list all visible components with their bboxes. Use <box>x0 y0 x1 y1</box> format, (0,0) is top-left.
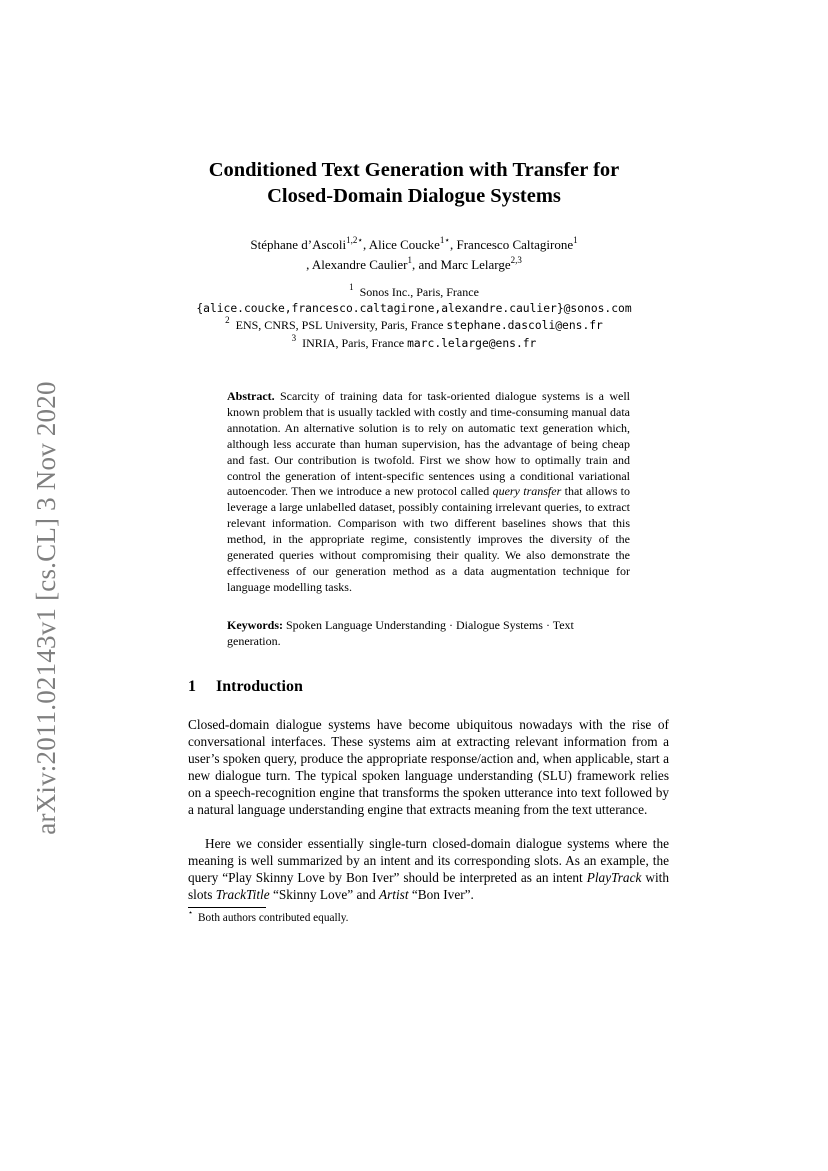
affiliation-1: $^1$ Sonos Inc., Paris, France <box>349 282 479 299</box>
author-affiliation-mark: 1 <box>407 254 413 265</box>
author-line-1 <box>0 235 828 255</box>
affiliation-2: $^2$ ENS, CNRS, PSL University, Paris, France stephane.dascoli@ens.fr <box>225 315 603 332</box>
slot-name: TrackTitle <box>215 887 270 902</box>
abstract-label: Abstract. <box>227 389 275 403</box>
intro-paragraph-2: Here we consider essentially single-turn closed-domain dialogue systems where the meaning is well summarized by an intent and its corresponding slots. As an example, the query “Play Skinny Love by Bon Iver” should be interpreted as an intent PlayTrack with slots TrackTitle “Skinny Love” and Artist “Bon Iver”. <box>188 836 670 902</box>
author-name: , and Marc Lelarge <box>412 257 511 272</box>
keywords-label: Keywords: <box>227 618 283 632</box>
affiliations <box>0 284 828 352</box>
keywords-text: Spoken Language Understanding · Dialogue Systems · Text generation. <box>227 618 574 648</box>
footnote-divider <box>188 907 266 908</box>
abstract <box>227 389 630 596</box>
affiliation-1-emails: {alice.coucke,francesco.caltagirone,alexandre.caulier}@sonos.com <box>196 301 632 315</box>
section-title: Introduction <box>216 678 303 695</box>
abstract-emphasis: query transfer <box>492 484 562 499</box>
slot-name: Artist <box>378 887 409 902</box>
author-affiliation-mark: 1⋆ <box>439 234 450 245</box>
intent-name: PlayTrack <box>586 870 642 885</box>
abstract-text: Scarcity of training data for task-oriented dialogue systems is a well known problem that is usually tackled with costly and time-consuming manual data annotation. An alternative solution is to rely on automatic text generation which, although less accurate than human supervision, has the advantage of being cheap and fast. Our contribution is twofold. First we show how to optimally train and control the generation of intent-specific sentences using a conditional variational autoencoder. Then we introduce a new protocol called <box>227 389 630 499</box>
affiliation-3-email: marc.lelarge@ens.fr <box>407 336 537 350</box>
author-affiliation-mark: 2,3 <box>510 254 522 265</box>
section-number: 1 <box>188 678 196 695</box>
section-heading <box>188 678 303 696</box>
title-line-1: Conditioned Text Generation with Transfer for <box>208 159 620 181</box>
affiliation-2-email: stephane.dascoli@ens.fr <box>446 319 603 332</box>
footnote-text: Both authors contributed equally. <box>198 912 349 924</box>
paper-title <box>0 157 828 209</box>
author-affiliation-mark: 1,2⋆ <box>346 234 363 245</box>
intro-paragraph-1: Closed-domain dialogue systems have become ubiquitous nowadays with the rise of conversational interfaces. These systems aim at extracting relevant information from a user’s spoken query, produce the appropriate response/action and, when applicable, start a new dialogue turn. The typical spoken language understanding (SLU) framework relies on a speech-recognition engine that transforms the spoken utterance into text followed by a natural language understanding engine that extracts meaning from the text utterance. <box>188 717 669 817</box>
author-name: Stéphane d’Ascoli <box>250 237 347 252</box>
author-line-2 <box>0 255 828 275</box>
author-name: , Alexandre Caulier <box>306 257 408 272</box>
abstract-text-continued: that allows to leverage a large unlabelled dataset, possibly containing irrelevant queries, to extract relevant information. Comparison with two different baselines shows that this method, in the appropriate regime, consistently improves the diversity of the generated queries without compromising their quality. We also demonstrate the effectiveness of our generation method as a data augmentation technique for language modelling tasks. <box>227 484 630 594</box>
keywords <box>227 618 630 650</box>
author-name: , Francesco Caltagirone <box>450 237 574 252</box>
author-name: , Alice Coucke <box>362 237 440 252</box>
arxiv-identifier-stamp: arXiv:2011.02143v1 [cs.CL] 3 Nov 2020 <box>31 381 61 835</box>
author-affiliation-mark: 1 <box>573 234 578 245</box>
footnote <box>188 908 349 924</box>
footnote-mark: ⋆ <box>188 908 194 918</box>
affiliation-3: $^3$ INRIA, Paris, France marc.lelarge@ens.fr <box>291 332 537 350</box>
author-list <box>0 235 828 275</box>
title-line-2: Closed-Domain Dialogue Systems <box>267 185 561 207</box>
